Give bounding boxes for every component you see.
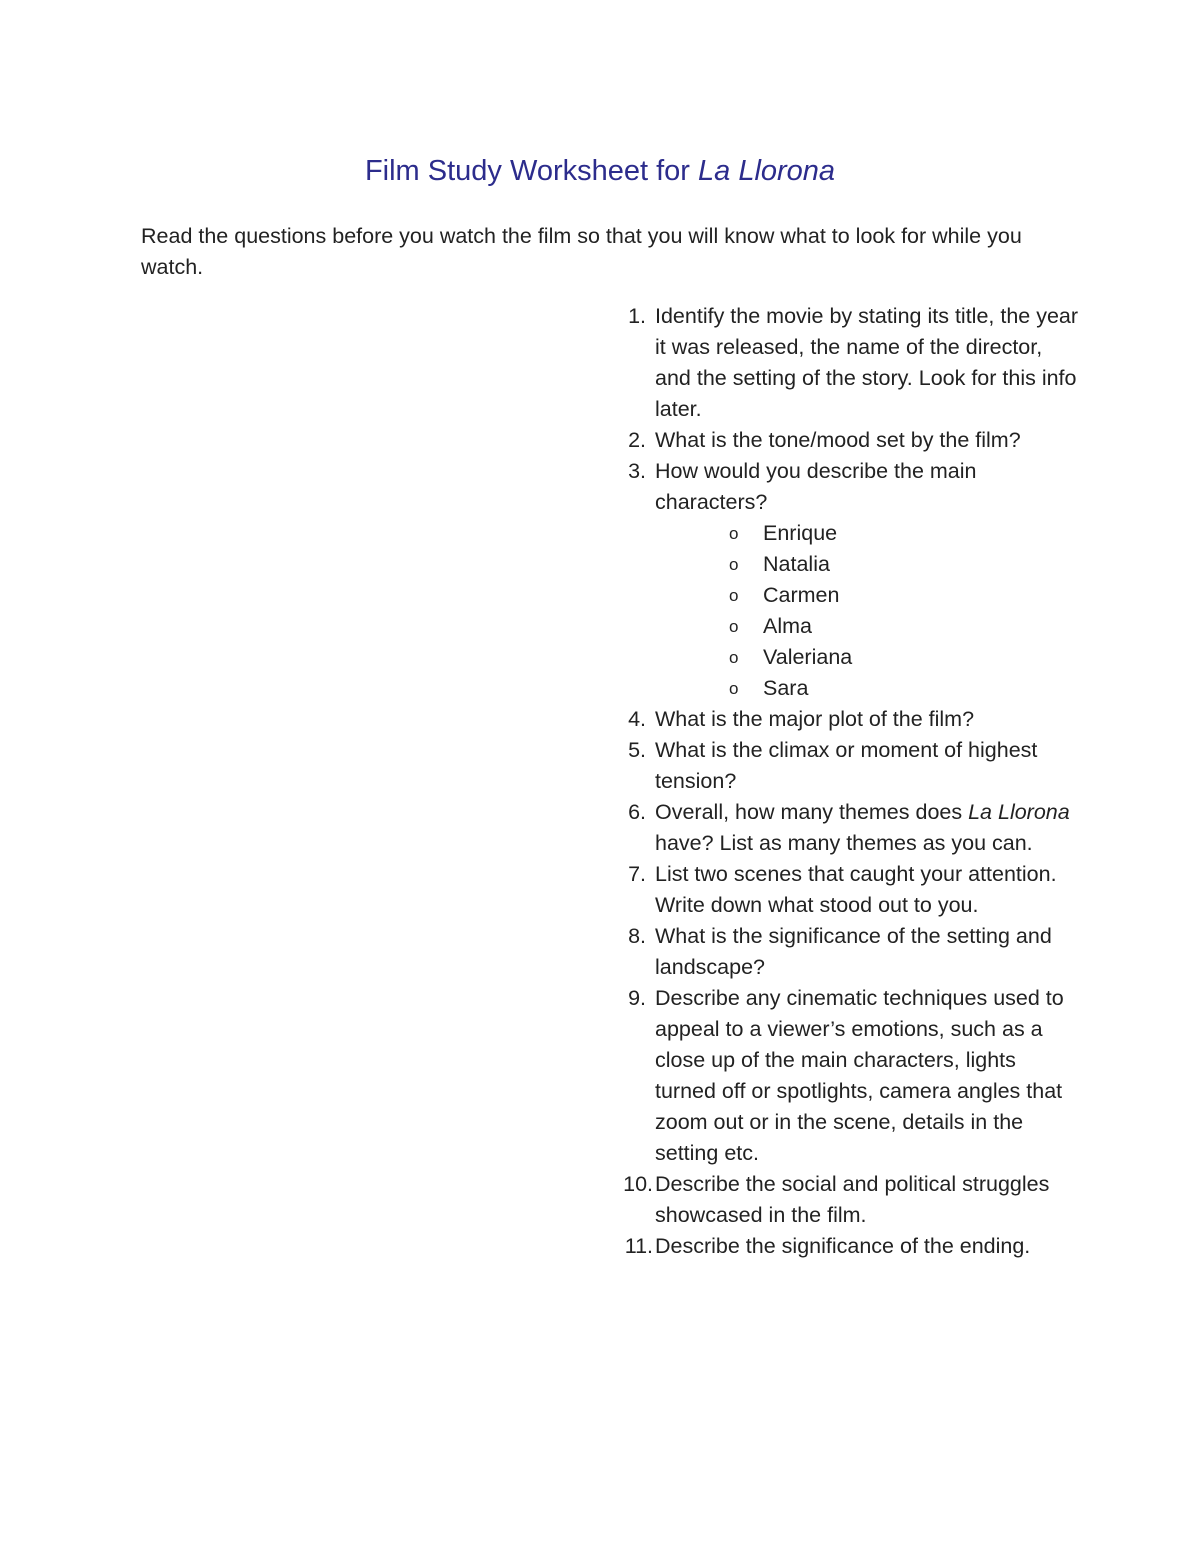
question-text-after: have? List as many themes as you can. [655, 831, 1033, 855]
character-item [655, 673, 1082, 704]
question-list [612, 301, 1082, 1262]
question-text-before: Overall, how many themes does [655, 800, 969, 824]
question-text: What is the significance of the setting and landscape? [655, 924, 1052, 979]
question-item [612, 301, 1082, 425]
hollow-bullet-icon: o [729, 648, 739, 667]
page-title [0, 152, 1200, 190]
character-name: Valeriana [763, 645, 853, 669]
question-text: How would you describe the main characters? [655, 459, 977, 514]
question-text: Describe the social and political struggles showcased in the film. [655, 1172, 1050, 1227]
question-item [612, 1231, 1082, 1262]
question-item [612, 1169, 1082, 1231]
question-text: What is the climax or moment of highest tension? [655, 738, 1038, 793]
question-number: 8. [628, 924, 646, 948]
character-item [655, 611, 1082, 642]
question-number: 10. [623, 1172, 653, 1196]
question-number: 5. [628, 738, 646, 762]
question-text: Identify the movie by stating its title, the year it was released, the name of the director, and the setting of the story. Look for this info later. [655, 304, 1079, 421]
question-number: 7. [628, 862, 646, 886]
hollow-bullet-icon: o [729, 555, 739, 574]
character-name: Alma [763, 614, 812, 638]
film-name-italic: La Llorona [968, 800, 1070, 824]
question-item [612, 983, 1082, 1169]
character-name: Carmen [763, 583, 840, 607]
question-text: Describe the significance of the ending. [655, 1234, 1031, 1258]
question-number: 9. [628, 986, 646, 1010]
character-name: Enrique [763, 521, 838, 545]
question-text: What is the tone/mood set by the film? [655, 428, 1021, 452]
character-name: Natalia [763, 552, 830, 576]
question-number: 3. [628, 459, 646, 483]
question-number: 1. [628, 304, 646, 328]
intro-paragraph: Read the questions before you watch the film so that you will know what to look for while you watch. [141, 224, 1022, 279]
character-item [655, 580, 1082, 611]
question-text: What is the major plot of the film? [655, 707, 975, 731]
title-film-name: La Llorona [698, 155, 836, 187]
question-item [612, 704, 1082, 735]
hollow-bullet-icon: o [729, 679, 739, 698]
hollow-bullet-icon: o [729, 586, 739, 605]
question-number: 6. [628, 800, 646, 824]
hollow-bullet-icon: o [729, 524, 739, 543]
question-item [612, 425, 1082, 456]
question-item [612, 735, 1082, 797]
question-item [612, 456, 1082, 704]
character-list [655, 518, 1082, 704]
question-number: 11. [624, 1234, 653, 1258]
question-text: Describe any cinematic techniques used to appeal to a viewer’s emotions, such as a close up of the main characters, lights turned off or spotlights, camera angles that zoom out or in the scene, details in the setting etc. [655, 986, 1064, 1165]
character-name: Sara [763, 676, 809, 700]
question-item [612, 797, 1082, 859]
question-text [655, 800, 1070, 855]
question-number: 4. [628, 707, 646, 731]
character-item [655, 642, 1082, 673]
question-text: List two scenes that caught your attention. Write down what stood out to you. [655, 862, 1057, 917]
character-item [655, 518, 1082, 549]
hollow-bullet-icon: o [729, 617, 739, 636]
question-number: 2. [628, 428, 646, 452]
title-prefix: Film Study Worksheet for [364, 155, 698, 187]
question-item [612, 859, 1082, 921]
character-item [655, 549, 1082, 580]
question-item [612, 921, 1082, 983]
